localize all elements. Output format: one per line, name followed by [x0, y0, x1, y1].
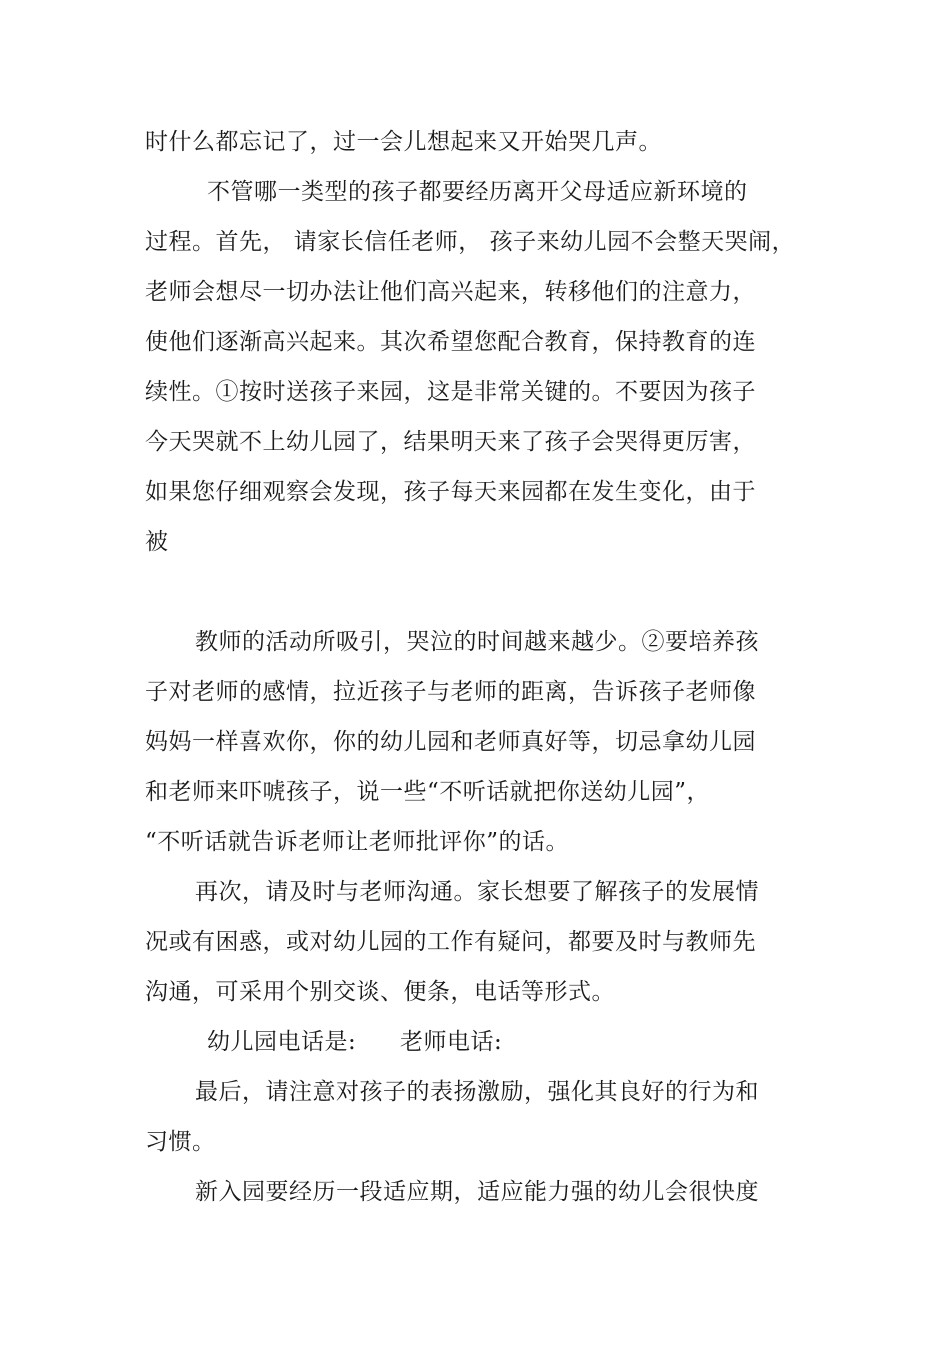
text-line: 和老师来吓唬孩子，说一些“不听话就把你送幼儿园”， — [145, 779, 711, 805]
teacher-phone-label: 老师电话: — [400, 1029, 503, 1055]
text-line: 沟通，可采用个别交谈、便条，电话等形式。 — [145, 979, 615, 1005]
text-line: “不听话就告诉老师让老师批评你”的话。 — [145, 829, 570, 855]
text-line: 今天哭就不上幼儿园了，结果明天来了孩子会哭得更厉害， — [145, 429, 756, 455]
text-line: 续性。①按时送孩子来园，这是非常关键的。不要因为孩子 — [145, 379, 756, 405]
text-line: 时什么都忘记了，过一会儿想起来又开始哭几声。 — [145, 129, 662, 155]
kindergarten-phone-label: 幼儿园电话是: — [207, 1029, 357, 1055]
text-line: 老师会想尽一切办法让他们高兴起来，转移他们的注意力， — [145, 279, 756, 305]
paragraph-start: 不管哪一类型的孩子都要经历离开父母适应新环境的 — [207, 179, 748, 205]
text-line: 如果您仔细观察会发现，孩子每天来园都在发生变化，由于 — [145, 479, 756, 505]
text-line: 妈妈一样喜欢你，你的幼儿园和老师真好等，切忌拿幼儿园 — [145, 729, 756, 755]
text-line: 过程。首先， 请家长信任老师， 孩子来幼儿园不会整天哭闹， — [145, 229, 796, 255]
text-line: 子对老师的感情，拉近孩子与老师的距离，告诉孩子老师像 — [145, 679, 756, 705]
paragraph-start: 教师的活动所吸引，哭泣的时间越来越少。②要培养孩 — [195, 629, 759, 655]
paragraph-start: 新入园要经历一段适应期，适应能力强的幼儿会很快度 — [195, 1179, 759, 1205]
text-line: 使他们逐渐高兴起来。其次希望您配合教育，保持教育的连 — [145, 329, 756, 355]
text-line: 习惯。 — [145, 1129, 216, 1155]
text-line: 况或有困惑，或对幼儿园的工作有疑问，都要及时与教师先 — [145, 929, 756, 955]
paragraph-start: 最后，请注意对孩子的表扬激励，强化其良好的行为和 — [195, 1079, 759, 1105]
text-line: 被 — [145, 529, 169, 555]
paragraph-start: 再次，请及时与老师沟通。家长想要了解孩子的发展情 — [195, 879, 759, 905]
